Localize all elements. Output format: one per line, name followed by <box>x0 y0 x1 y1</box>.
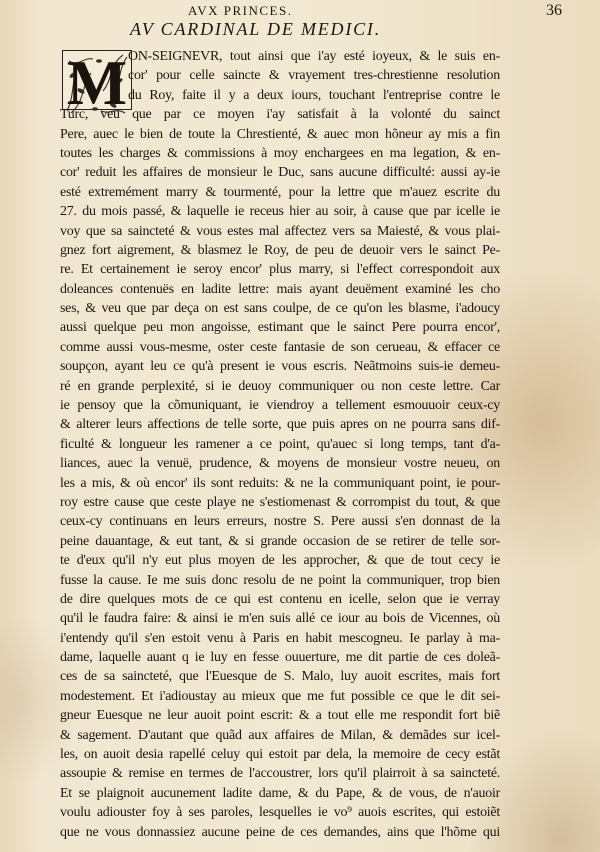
text-line: aussi quelque peu mon angoisse, estimant que le sainct Pere pourra encor', <box>60 320 500 336</box>
text-line: modestement. Et i'adioustay au mieux que me fut possible ce que le dit sei- <box>60 688 500 704</box>
text-line: ses, & veu que par deça on est sans coulpe, de ce qu'on les blasme, i'adoucy <box>60 301 500 317</box>
text-line: te d'eux qu'il n'y eut plus moyen de les approcher, & que de tout cecy ie <box>60 553 500 569</box>
text-line: fusse la cause. Ie me suis donc resolu de ne point la communiquer, trop bien <box>60 572 500 588</box>
text-line: qu'il le faudra faire: & ainsi ie m'en suis allé ce iour au bois de Vicennes, où <box>60 611 500 627</box>
text-line: 27. du mois passé, & laquelle ie receus hier au soir, à cause que par icelle ie <box>60 204 500 220</box>
text-line: cor' pour celle saincte & vrayement tres-chrestienne resolution <box>128 68 500 84</box>
running-title: AVX PRINCES. <box>188 3 293 18</box>
text-line: & alterer leurs affections de telle sorte, que puis apres on ne pourra sans dif- <box>60 417 500 433</box>
text-line: ficulté & longueur les ramener a ce point, qu'auec si long temps, tant d'a- <box>60 436 500 452</box>
text-line: & sagement. D'autant que quãd aux affaires de Milan, & demãdes sur icel- <box>60 727 500 743</box>
text-line: Et se plaignoit aucunement ladite dame, & du Pape, & de vous, de n'auoir <box>60 785 500 801</box>
text-line: soupçon, ayant leu ce qu'à present ie vous escris. Neãtmoins suis-ie demeu- <box>60 359 500 375</box>
text-line: doleances contenuës en ladite lettre: mais ayant deuëment examiné les cho <box>60 281 500 297</box>
text-line: roy estre cause que ceste playe ne s'estiomenast & corrompist du tout, & que <box>60 494 500 510</box>
text-line: esté extremément marry & tourmenté, pour la lettre que m'auez escrite du <box>60 184 500 200</box>
text-line: Pere, auec le bien de toute la Chrestienté, & auec mon hõneur ay mis a fin <box>60 126 500 142</box>
text-line: liances, auec la venuë, prudence, & moyens de monsieur vostre neueu, on <box>60 456 500 472</box>
text-line: gneur Euesque ne leur auoit point escrit: & a tout elle me respondit fort biẽ <box>60 708 500 724</box>
text-line: dame, laquelle auant q ie luy en fesse ouuerture, me dit partie de ces doleã- <box>60 650 500 666</box>
drop-cap-letter: M <box>66 47 128 118</box>
text-line: i'entendy qu'il s'en estoit venu à Paris en habit mescogneu. Ie parlay à ma- <box>60 630 500 646</box>
text-line: voy que sa saincteté & vous estes mal affectez vers sa Maiesté, & vous plai- <box>60 223 500 239</box>
text-line: ceux-cy continuans en leurs erreurs, nostre S. Pere aussi s'en donnast de la <box>60 514 500 530</box>
text-line: Turc, veu que par ce moyen i'ay satisfait à la volonté du sainct <box>60 107 500 123</box>
text-line: que ne vous donnassiez aucune peine de ces demandes, ains que l'hõme qui <box>60 824 500 840</box>
text-line: comme aussi vous-mesme, oster ceste fantasie de son cerueau, & effacer ce <box>60 339 500 355</box>
page-number: 36 <box>546 2 562 19</box>
text-line: re. Et certainement ie seroy encor' plus marry, si l'effect correspondoit aux <box>60 262 500 278</box>
text-line: ré en grande perplexité, si ie deuoy communiquer ou non ceste lettre. Car <box>60 378 500 394</box>
text-line: toutes les charges & commissions à moy enchargees en ma legation, & en- <box>60 145 500 161</box>
text-line: assoupie & remise en termes de l'accoustrer, lors qu'il plairroit à sa saincteté. <box>60 766 500 782</box>
text-line: du Roy, faite il y a deux iours, touchant l'entreprise contre le <box>128 87 500 103</box>
text-line: les a mis, & où encor' ils sont reduits: & ne la communiquant point, ie pour- <box>60 475 500 491</box>
text-line: ces de sa saincteté, que l'Euesque de S. Malo, luy auoit escrites, mais fort <box>60 669 500 685</box>
text-line: ON-SEIGNEVR, tout ainsi que i'ay esté ioyeux, & le suis en- <box>128 49 500 64</box>
letter-heading: AV CARDINAL DE MEDICI. <box>130 19 382 39</box>
text-line: peine dauantage, & eut tant, & si grande occasion de se retirer de telle sor- <box>60 533 500 549</box>
text-line: cor' reduit les affaires de monsieur le Duc, sans aucune difficulté: aussi ay-ie <box>60 165 500 181</box>
text-line: ie pensoy que la cõmuniquant, ie viendroy a tellement esmouuoir ceux-cy <box>60 398 500 414</box>
text-line: les, on auoit desia rapellé celuy qui estoit par dela, la memoire de cecy estãt <box>60 747 500 763</box>
text-line: voulu adiouster foy à ses paroles, lesquelles ie vo⁹ auois escrites, qui estoiẽt <box>60 805 500 821</box>
text-line: de dire quelques mots de ce qui est contenu en icelle, selon que ie verray <box>60 591 500 607</box>
ornamental-initial <box>62 47 132 118</box>
text-line: gnez fort aigrement, & blasmez le Roy, de peu de deuoir vers le sainct Pe- <box>60 242 500 258</box>
